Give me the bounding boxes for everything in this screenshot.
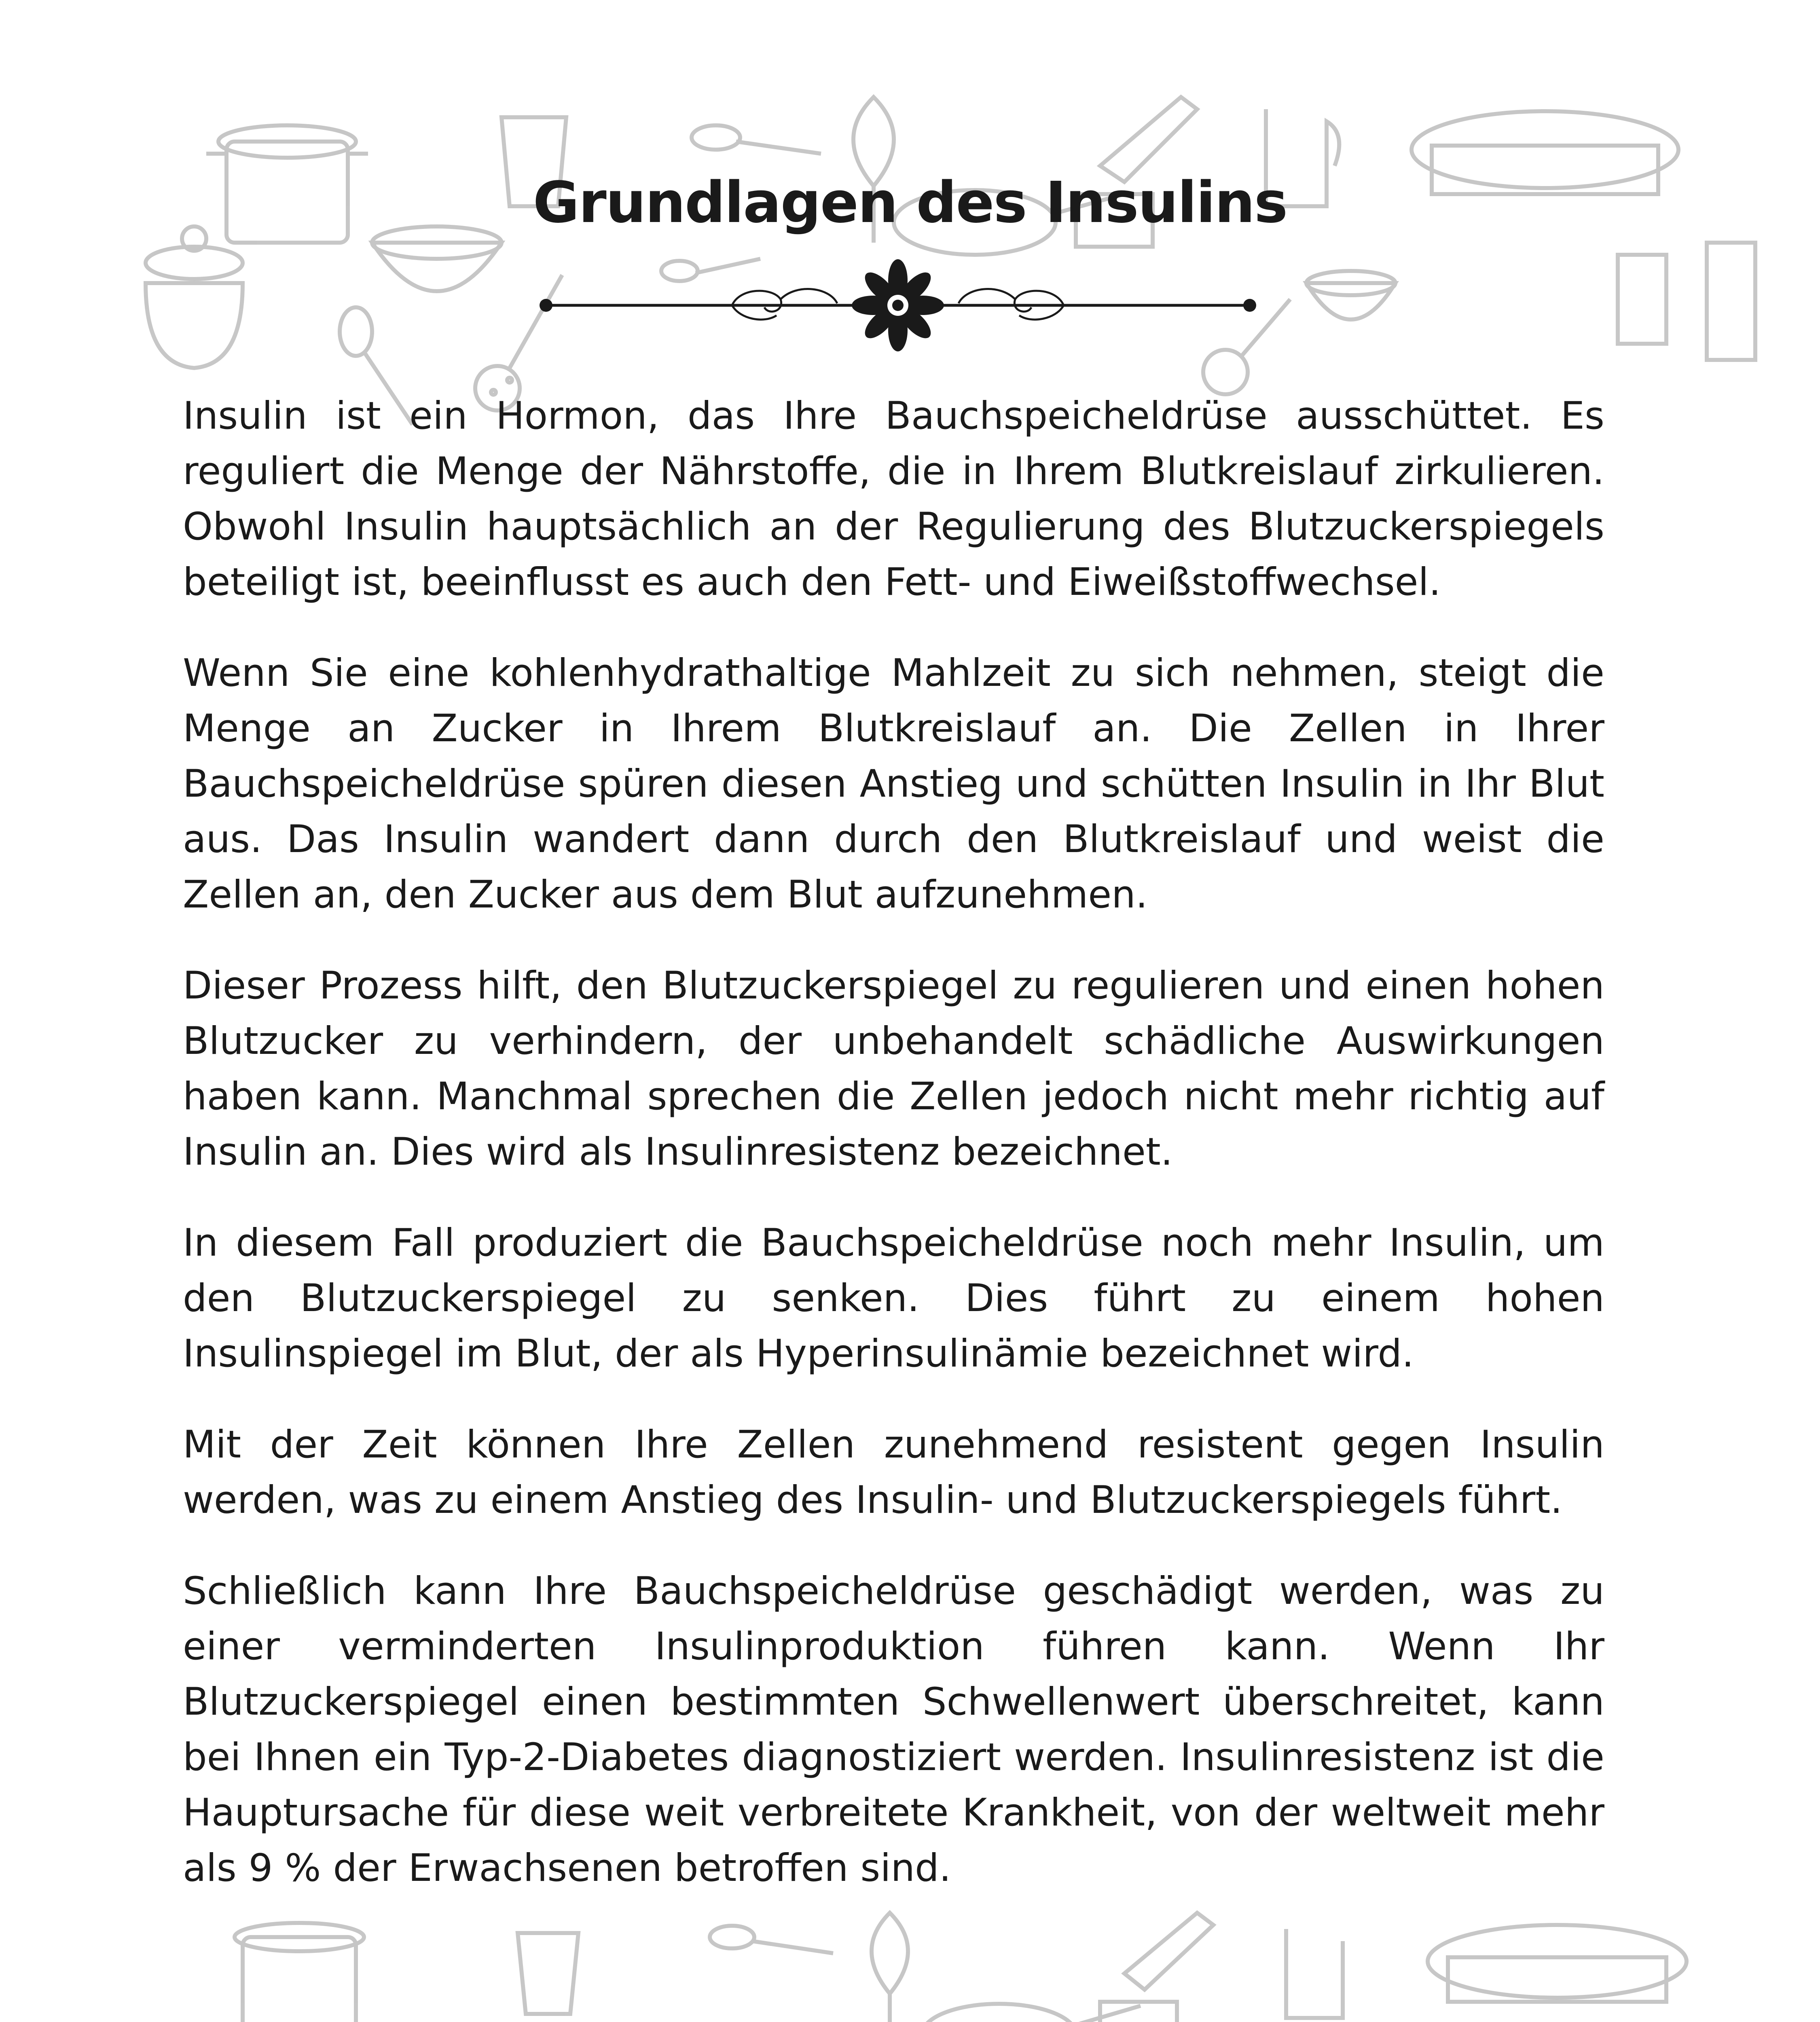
paragraph-1: Insulin ist ein Hormon, das Ihre Bauchspeicheldrüse ausschüttet. Es reguliert die Menge der Nährstoffe, die in Ihrem Blutkreislauf zirkulieren. Obwohl Insulin hauptsächlich an der Regulierung des Blutzuckerspiegels beteiligt ist, beeinflusst es auch den Fett- und Eiweißstoffwechsel.: [183, 394, 1604, 604]
page-title: Grundlagen des Insulins: [533, 170, 1287, 236]
paragraph-3: Dieser Prozess hilft, den Blutzuckerspiegel zu regulieren und einen hohen Blutzucker zu verhindern, der unbehandelt schädliche Auswirkungen haben kann. Manchmal sprechen die Zellen jedoch nicht mehr richtig auf Insulin an. Dies wird als Insulinresistenz bezeichnet.: [183, 964, 1604, 1174]
paragraph-4: In diesem Fall produziert die Bauchspeicheldrüse noch mehr Insulin, um den Blutzuckerspiegel zu senken. Dies führt zu einem hohen Insulinspiegel im Blut, der als Hyperinsulinämie bezeichnet wird.: [183, 1221, 1604, 1376]
paragraph-6: Schließlich kann Ihre Bauchspeicheldrüse geschädigt werden, was zu einer verminderten Insulinproduktion führen kann. Wenn Ihr Blutzuckerspiegel einen bestimmten Schwellenwert überschreitet, kann bei Ihnen ein Typ-2-Diabetes diagnostiziert werden. Insulinresistenz ist die Hauptursache für diese weit verbreitete Krankheit, von der weltweit mehr als 9 % der Erwachsenen betroffen sind.: [183, 1569, 1604, 1890]
title-divider: [538, 259, 1258, 352]
flourish-flower-icon: [538, 259, 1258, 352]
paragraph-5: Mit der Zeit können Ihre Zellen zunehmend resistent gegen Insulin werden, was zu einem Anstieg des Insulin- und Blutzuckerspiegels führt.: [183, 1423, 1604, 1522]
paragraph-2: Wenn Sie eine kohlenhydrathaltige Mahlzeit zu sich nehmen, steigt die Menge an Zucker in Ihrem Blutkreislauf an. Die Zellen in Ihrer Bauchspeicheldrüse spüren diesen Anstieg und schütten Insulin in Ihr Blut aus. Das Insulin wandert dann durch den Blutkreislauf und weist die Zellen an, den Zucker aus dem Blut aufzunehmen.: [183, 651, 1604, 917]
kitchen-utensils-background-top: [0, 73, 1820, 429]
kitchen-utensils-sketch-icon: [0, 73, 1820, 429]
body-text: [183, 388, 1604, 1931]
